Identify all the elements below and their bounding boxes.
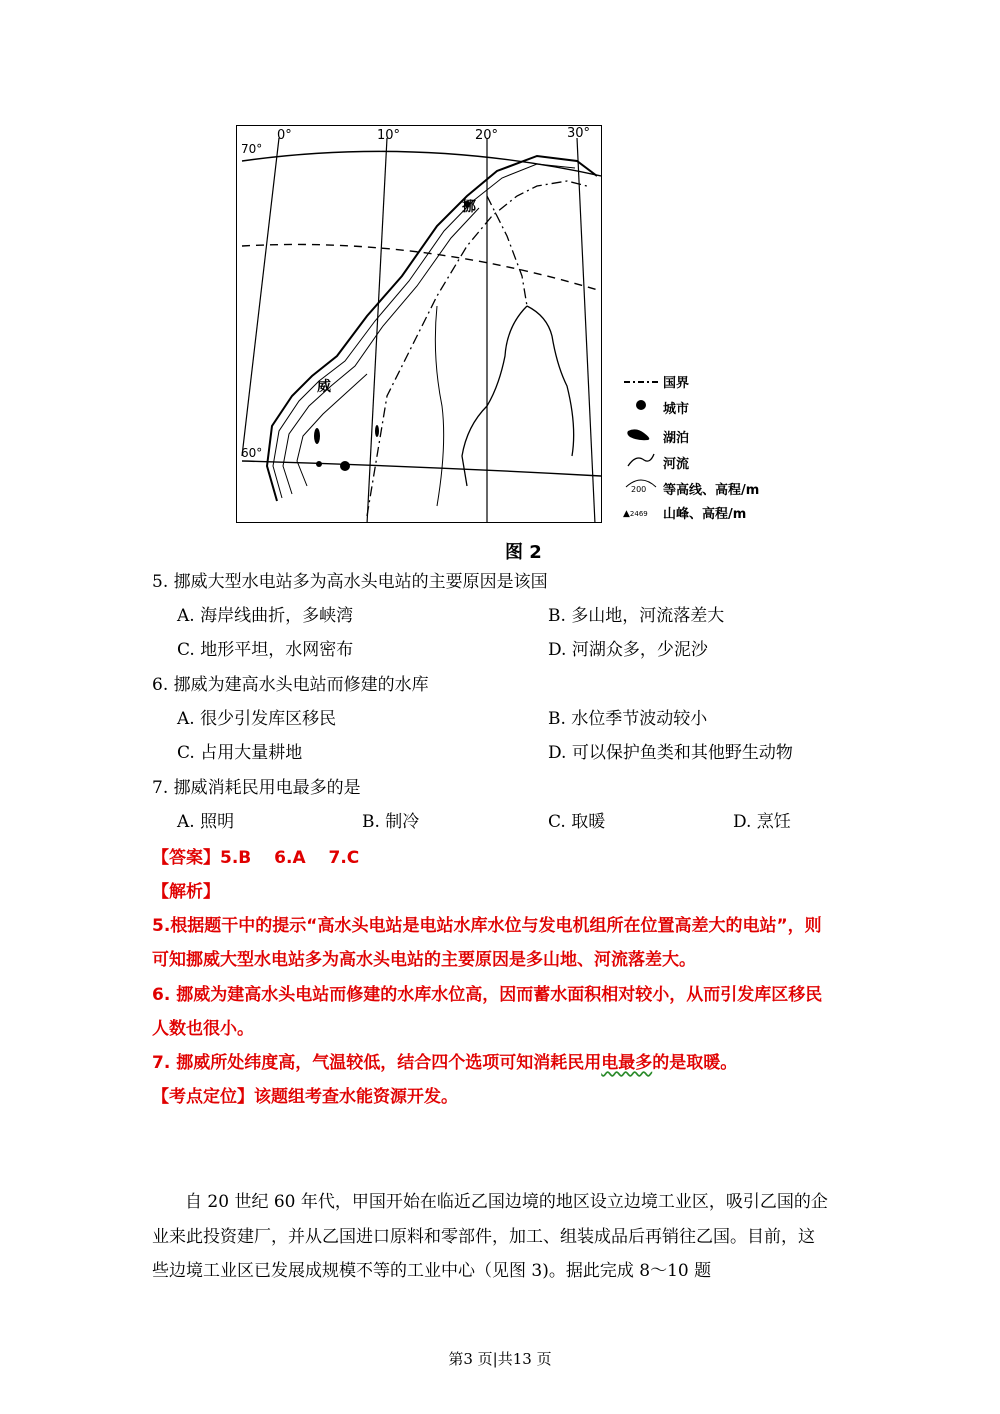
question-option: B. 制冷 (362, 812, 420, 832)
question-option: D. 河湖众多，少泥沙 (548, 640, 708, 660)
legend-item (623, 453, 689, 471)
longitude-label: 20° (475, 128, 499, 143)
latitude-60-line (242, 461, 601, 476)
longitude-label: 0° (277, 128, 292, 143)
question-option: D. 烹饪 (733, 812, 791, 832)
question-option: C. 地形平坦，水网密布 (177, 640, 354, 660)
latitude-label: 70° (241, 142, 263, 156)
answer-line (152, 846, 359, 870)
longitude-0-line (242, 138, 279, 456)
kaodian-label: 【考点定位】 (152, 1087, 254, 1107)
peak-icon: ▲2469 (623, 508, 648, 519)
latitude-70-line (242, 151, 601, 176)
answer-value: 5.B 6.A 7.C (220, 848, 360, 868)
question-stem: 6. 挪威为建高水头电站而修建的水库 (152, 675, 429, 695)
passage-line: 业来此投资建厂，并从乙国进口原料和零部件，加工、组装成品后再销往乙国。目前，这 (152, 1227, 815, 1247)
contour-sample-value: 200 (631, 485, 647, 494)
page-footer: 第3 页|共13 页 (448, 1350, 552, 1368)
arctic-circle-line (242, 244, 601, 291)
country-label: 威 (317, 379, 331, 395)
country-label: 挪 (462, 199, 476, 215)
figure-caption: 图 2 (505, 542, 542, 563)
latitude-label: 60° (241, 446, 263, 460)
question-option: C. 占用大量耕地 (177, 743, 303, 763)
legend-item (623, 503, 746, 521)
legend-label: 山峰、高程/m (663, 506, 747, 522)
legend-item (623, 372, 689, 390)
longitude-30-line (577, 138, 595, 523)
legend-label: 城市 (663, 401, 690, 417)
analysis-line (152, 1051, 737, 1075)
question-option: A. 很少引发库区移民 (177, 709, 337, 729)
lake (375, 425, 379, 437)
question-stem: 7. 挪威消耗民用电最多的是 (152, 778, 361, 798)
analysis-text: 7. 挪威所处纬度高，气温较低，结合四个选项可知消耗民用 (152, 1053, 602, 1073)
longitude-label: 10° (377, 128, 401, 143)
coastline (267, 156, 597, 501)
lake (314, 428, 320, 444)
contour-icon (623, 477, 659, 499)
city-dot (316, 461, 322, 467)
analysis-line: 人数也很小。 (152, 1019, 254, 1039)
coastline (527, 306, 574, 456)
contour-line (297, 374, 367, 486)
analysis-text-underlined: 电最多 (601, 1053, 653, 1073)
longitude-label: 30° (567, 126, 591, 141)
analysis-label: 【解析】 (152, 882, 220, 902)
question-stem: 5. 挪威大型水电站多为高水头电站的主要原因是该国 (152, 572, 548, 592)
legend-label: 等高线、高程/m (663, 482, 760, 498)
city-icon (623, 399, 659, 415)
legend-item (623, 479, 759, 497)
legend-label: 湖泊 (663, 430, 690, 446)
question-option: B. 多山地，河流落差大 (548, 606, 725, 626)
boundary-icon (623, 374, 659, 389)
city-dot (340, 461, 350, 471)
contour-line (273, 164, 575, 498)
legend-item (623, 398, 689, 416)
kaodian-text: 该题组考查水能资源开发。 (254, 1087, 458, 1107)
river (435, 306, 443, 506)
norway-map (236, 125, 602, 523)
boundary-line (487, 196, 527, 306)
answer-label: 【答案】 (152, 848, 220, 868)
question-option: D. 可以保护鱼类和其他野生动物 (548, 743, 793, 763)
passage-line: 些边境工业区已发展成规模不等的工业中心（见图 3)。据此完成 8～10 题 (152, 1261, 712, 1281)
analysis-line: 5.根据题干中的提示“高水头电站是电站水库水位与发电机组所在位置高差大的电站”，则 (152, 916, 822, 936)
peak-sample-value: 2469 (629, 509, 648, 518)
river-icon (623, 452, 659, 472)
lake-icon (623, 427, 659, 445)
question-option: A. 海岸线曲折，多峡湾 (177, 606, 354, 626)
legend-label: 国界 (663, 375, 690, 391)
kaodian-line (152, 1085, 458, 1109)
legend-label: 河流 (663, 456, 690, 472)
analysis-line: 6. 挪威为建高水头电站而修建的水库水位高，因而蓄水面积相对较小，从而引发库区移民 (152, 985, 823, 1005)
analysis-line: 可知挪威大型水电站多为高水头电站的主要原因是多山地、河流落差大。 (152, 950, 696, 970)
coastline (462, 306, 527, 486)
question-option: A. 照明 (177, 812, 235, 832)
passage-line: 自 20 世纪 60 年代，甲国开始在临近乙国边境的地区设立边境工业区，吸引乙国的企 (185, 1192, 828, 1212)
legend-item (623, 427, 689, 445)
question-option: C. 取暖 (548, 812, 606, 832)
analysis-text: 的是取暖。 (652, 1053, 738, 1073)
map-drawing (237, 126, 602, 523)
question-option: B. 水位季节波动较小 (548, 709, 708, 729)
